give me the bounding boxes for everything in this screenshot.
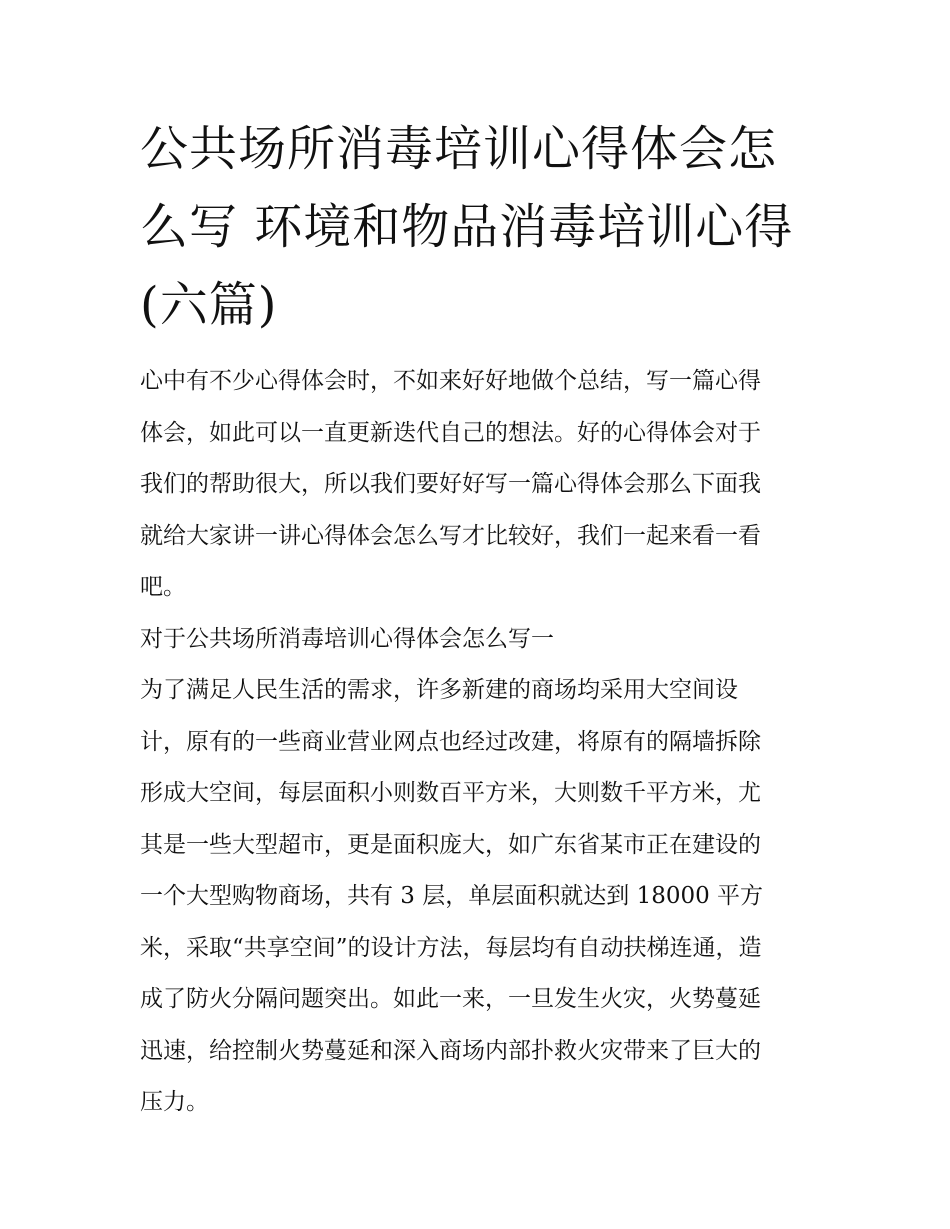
title-line: 公共场所消毒培训心得体会怎 [140,121,778,177]
text-line: 吧。 [140,574,186,600]
text-line: 计，原有的一些商业营业网点也经过改建，将原有的隔墙拆除 [140,728,761,755]
text-line: 体会，如此可以一直更新迭代自己的想法。好的心得体会对于 [140,419,761,446]
text-line: 米，采取“共享空间”的设计方法，每层均有自动扶梯连通，造 [140,934,762,961]
text-line: 心中有不少心得体会时，不如来好好地做个总结，写一篇心得 [140,368,761,394]
text-line: 其是一些大型超市，更是面积庞大，如广东省某市正在建设的 [140,831,761,858]
text-line: 我们的帮助很大，所以我们要好好写一篇心得体会那么下面我 [140,471,761,497]
body-paragraph [140,665,830,1129]
intro-paragraph [140,356,830,614]
text-line: 就给大家讲一讲心得体会怎么写才比较好，我们一起来看一看 [140,522,761,549]
section-heading [140,614,830,666]
title-line: (六篇) [140,277,278,333]
heading-line: 对于公共场所消毒培训心得体会怎么写一 [140,625,554,652]
text-line: 为了满足人民生活的需求，许多新建的商场均采用大空间设 [140,677,738,703]
text-line: 成了防火分隔问题突出。如此一来，一旦发生火灾，火势蔓延 [140,986,761,1012]
title-line: 么写 环境和物品消毒培训心得 [140,199,794,255]
text-line: 迅速，给控制火势蔓延和深入商场内部扑救火灾带来了巨大的 [140,1037,761,1064]
document-title [140,110,820,344]
text-line: 一个大型购物商场，共有 3 层，单层面积就达到 18000 平方 [140,883,764,909]
text-line: 形成大空间，每层面积小则数百平方米，大则数千平方米，尤 [140,780,761,806]
document-body [140,356,830,1129]
text-line: 压力。 [140,1089,209,1115]
